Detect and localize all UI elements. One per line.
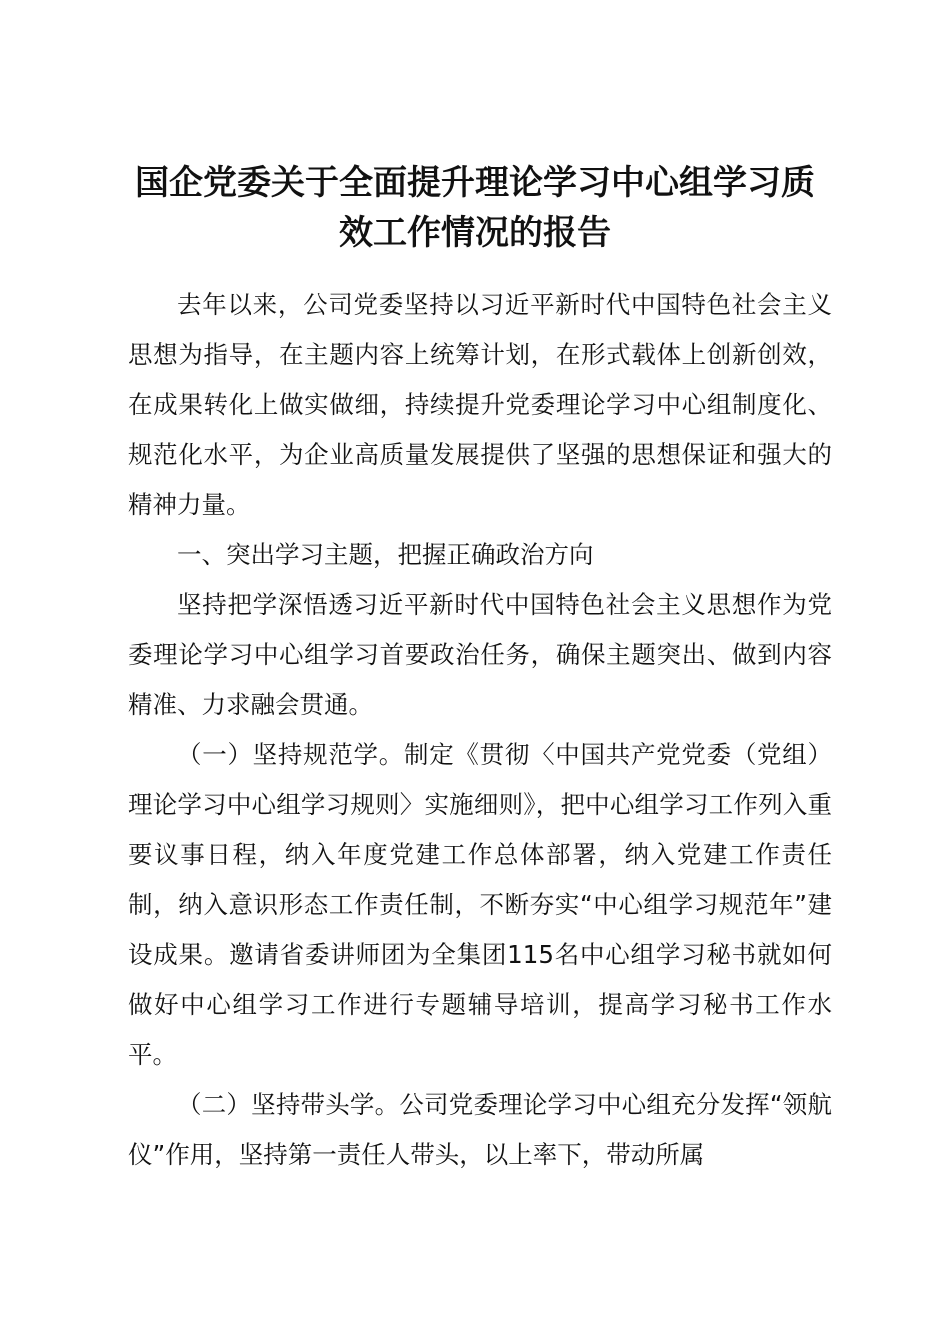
document-body <box>128 280 832 1180</box>
section-heading-1: 一、突出学习主题，把握正确政治方向 <box>177 540 594 569</box>
paragraph-section-1: 坚持把学深悟透习近平新时代中国特色社会主义思想作为党委理论学习中心组学习首要政治任务，确保主题突出、做到内容精准、力求融会贯通。 <box>128 590 832 719</box>
paragraph-item-1: （一）坚持规范学。制定《贯彻〈中国共产党党委（党组）理论学习中心组学习规则〉实施细则》，把中心组学习工作列入重要议事日程，纳入年度党建工作总体部署，纳入党建工作责任制，纳入意识形态工作责任制，不断夯实“中心组学习规范年”建设成果。邀请省委讲师团为全集团115名中心组学习秘书就如何做好中心组学习工作进行专题辅导培训，提高学习秘书工作水平。 <box>128 740 832 1069</box>
document-title-line-1 <box>118 158 832 208</box>
title-text-2: 效工作情况的报告 <box>339 213 611 253</box>
paragraph-intro: 去年以来，公司党委坚持以习近平新时代中国特色社会主义思想为指导，在主题内容上统筹计划，在形式载体上创新创效，在成果转化上做实做细，持续提升党委理论学习中心组制度化、规范化水平，为企业高质量发展提供了坚强的思想保证和强大的精神力量。 <box>128 290 832 519</box>
title-text-1: 国企党委关于全面提升理论学习中心组学习质 <box>135 163 815 203</box>
document-title-line-2 <box>118 208 832 258</box>
paragraph-item-2: （二）坚持带头学。公司党委理论学习中心组充分发挥“领航仪”作用，坚持第一责任人带头，以上率下，带动所属 <box>128 1090 832 1169</box>
